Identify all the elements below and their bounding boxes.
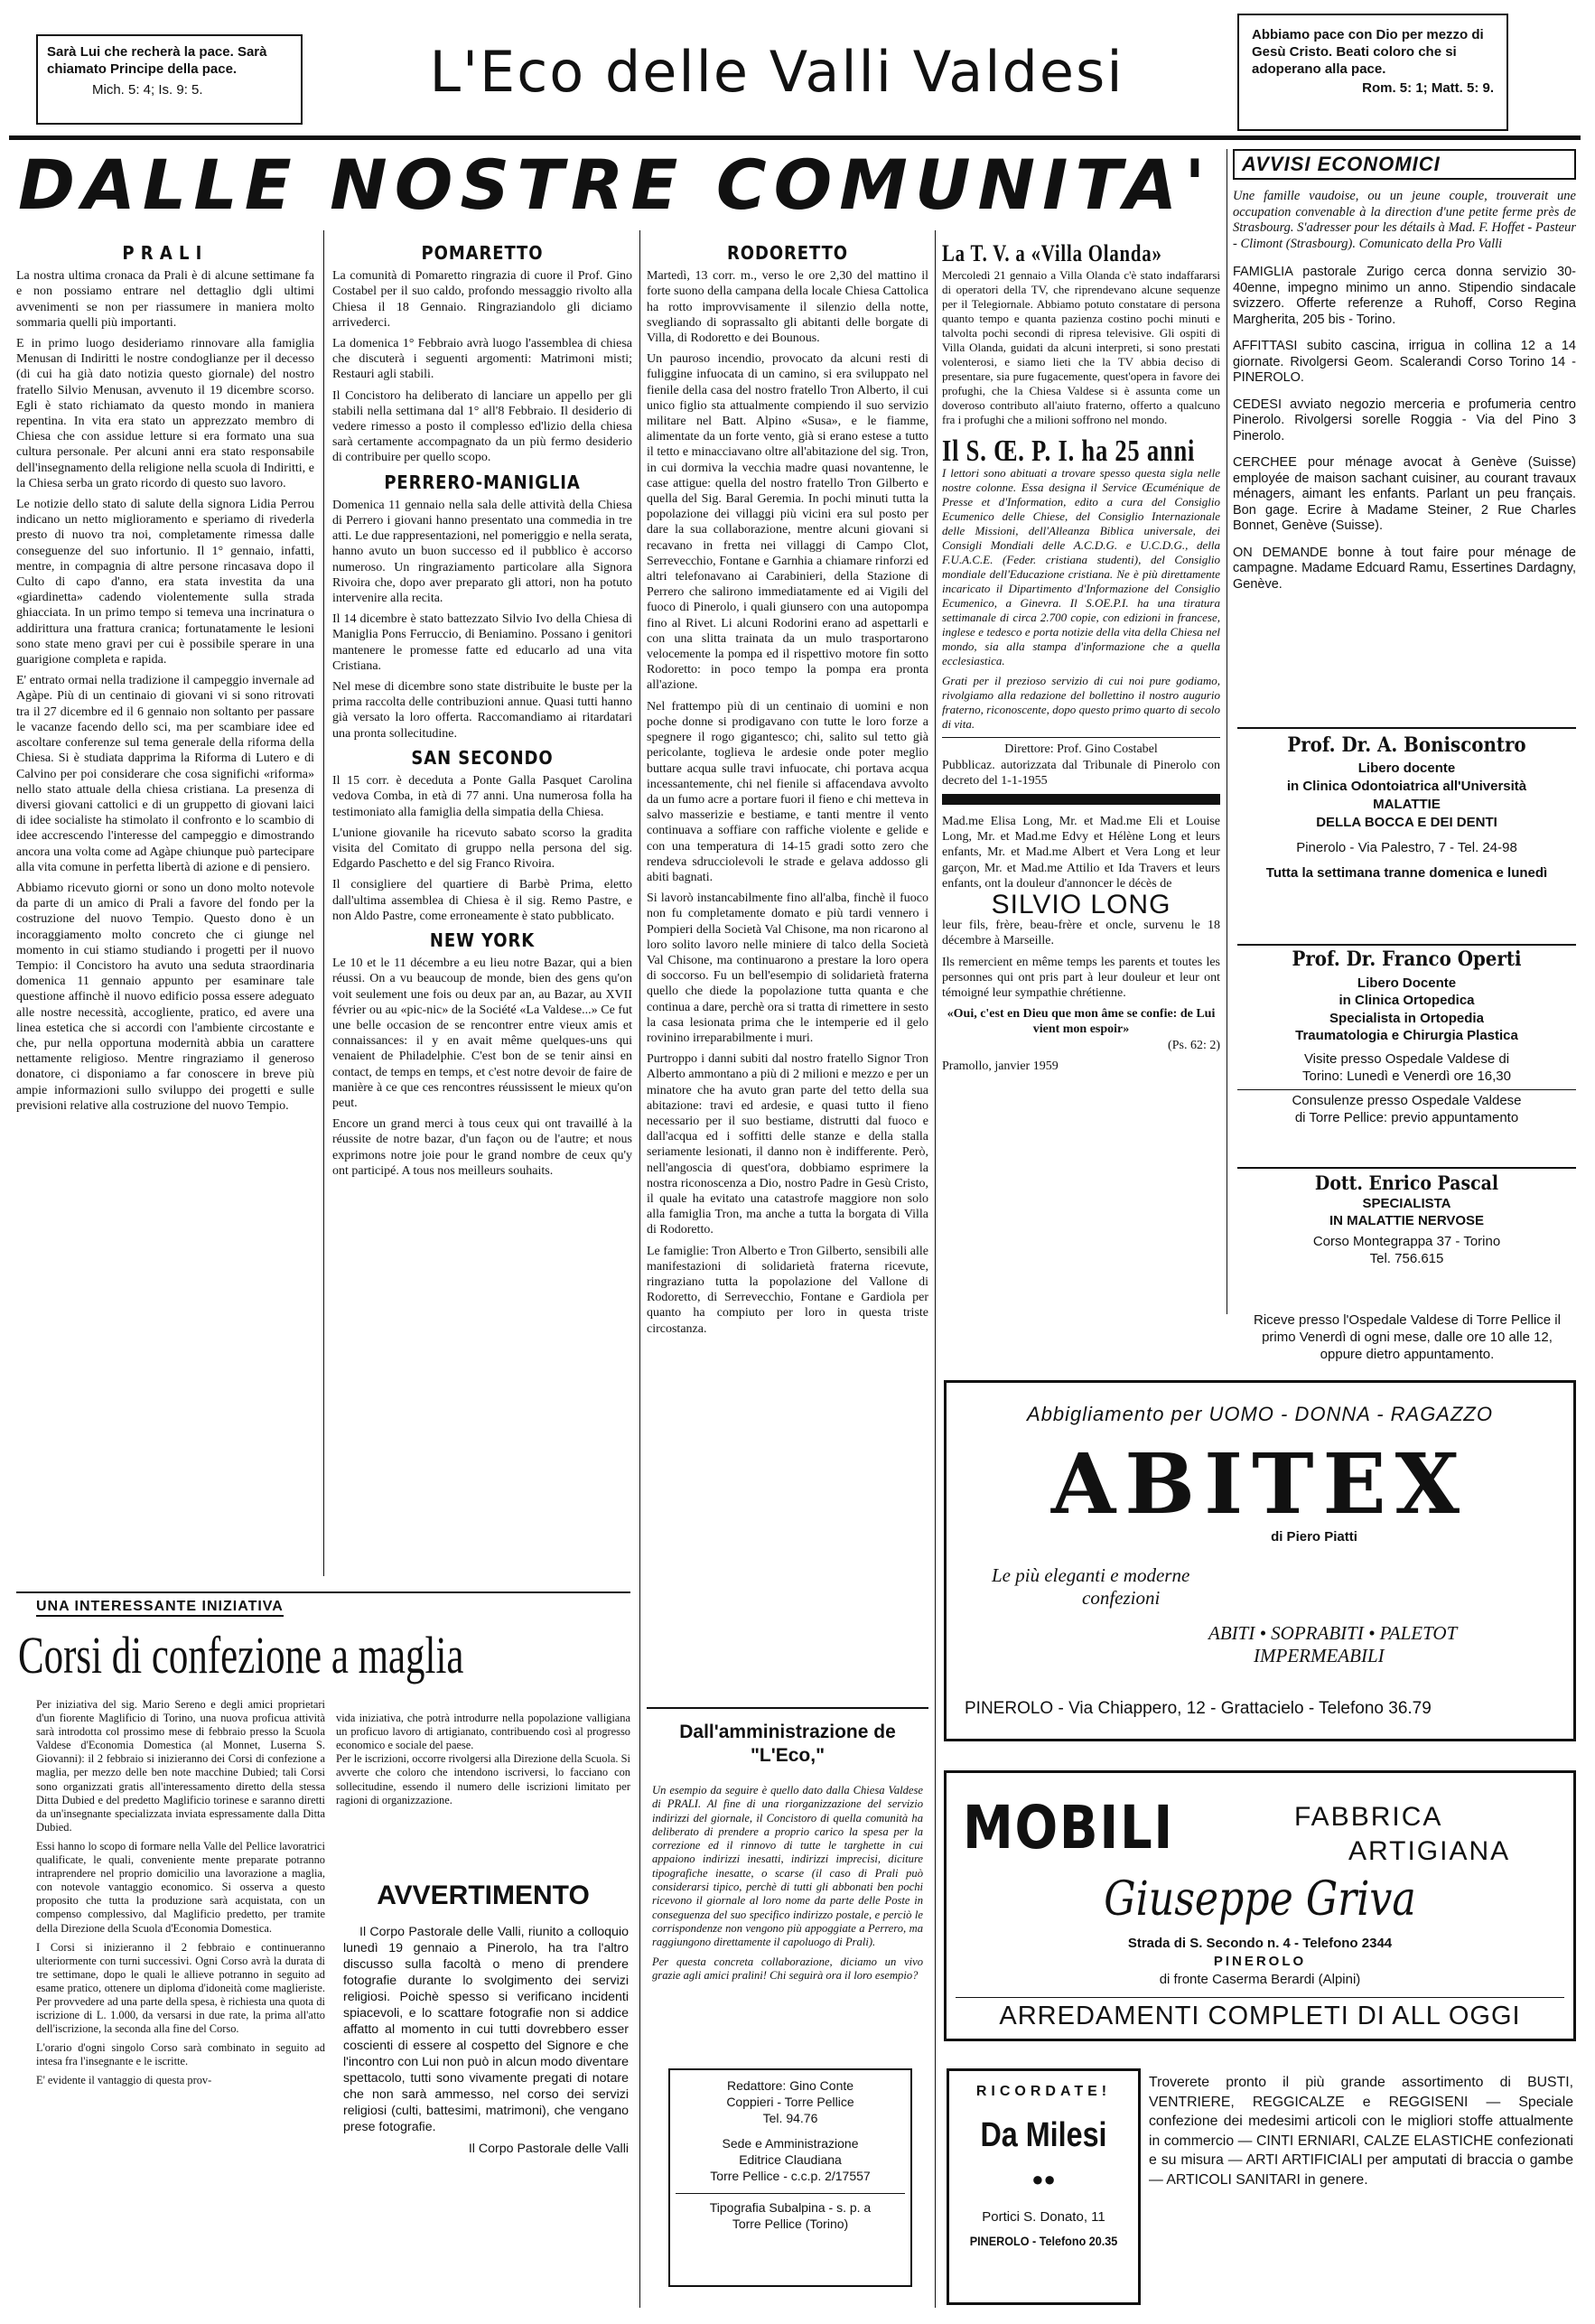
milesi-name: Da Milesi [980,2116,1107,2154]
ad-boniscontro [1237,727,1576,941]
redattore-line: Tipografia Subalpina - s. p. a [709,2200,872,2215]
paragraph: E' evidente il vantaggio di questa prov- [36,2074,212,2087]
column-rule [323,230,324,1576]
director-line: Direttore: Prof. Gino Costabel [1004,742,1158,757]
ad-line: Tel. 756.615 [1369,1251,1444,1266]
ad-milesi-text [1149,2073,1573,2303]
paragraph: vida iniziativa, che potrà introdurre nella popolazione valligiana un proficuo lavoro di artigianato, contribuendo così al progresso economico e sociale del paese. Per le iscrizioni, occorre rivolgersi alla Direzione della Scuola. Si avverte che coloro che intendono iscriversi, lo facciano con sollecitudine, essendo il numero delle iscrizioni limitato per ragioni di organizzazione. [336,1712,630,1806]
ad-line: IN MALATTIE NERVOSE [1329,1213,1485,1228]
article-prali [16,237,314,1573]
amministrazione-body [652,1784,923,2055]
section-title-san-secondo: SAN SECONDO [411,746,554,769]
newspaper-title: L'Eco delle Valli Valdesi [429,39,1124,105]
section-title-prali: PRALI [122,242,209,264]
ad-line: MALATTIE [1373,797,1441,812]
mobili-logo: MOBILI [963,1793,1174,1862]
ad-line: in Clinica Ortopedica [1338,993,1475,1008]
paragraph: Encore un grand merci à tous ceux qui ont travaillé à la réussite de notre bazar, d'un façon ou de l'autre; et nous exprimons notre joie pour le grand nombre de ceux qu'y ont participé. A tous nos meilleurs souhaits. [332,1117,632,1178]
section-title-perrero: PERRERO-MANIGLIA [384,471,581,493]
ad-line: di Torre Pellice: previo appuntamento [1294,1110,1519,1125]
paragraph: Un esempio da seguire è quello dato dalla Chiesa Valdese di PRALI. Al fine di una riorganizzazione del servizio indirizzi del giornale, il Concistoro di quella comunità ha deliberato di prendere a proprio carico la spesa per la correzione ed il rinnovo di tutte le targhette in cui appaiono indirizzi inesatti, indirizzi imprecisi, diciture tipografiche inesatte, o scarse (il caso di Prali può considerarsi tipico, perchè di tutti gli abbonati ben pochi ricevono il giornale al loro nome da parte delle Poste in conseguenza del suo specifico indirizzo postale, e perciò le corrispondenze non vengono più appoggiate a Perrero, ma raggiungono direttamente il capoluogo di Prali). [652,1784,923,1949]
avviso-item: AFFITTASI subito cascina, irrigua in collina 12 a 14 giornate. Rivolgersi Geom. Scalerandi Corso Torino 14 - PINEROLO. [1233,339,1576,385]
paragraph: Grati per il prezioso servizio di cui noi pure godiamo, rivolgiamo alla redazione del bollettino il nostro augurio fraterno, riconoscente, dopo questo primo quarto di secolo di vita. [942,674,1220,732]
paragraph: Purtroppo i danni subiti dal nostro fratello Signor Tron Alberto ammontano a più di 2 milioni e mezzo e per un minatore che ha avuto gran parte del tetto della sua abitazione: travi ed ardesie, e quasi tutto il fieno necessario per il suo bestiame, distrutti dal fuoco e dall'acqua ed i soffitti delle stanze e della stalla seriamente lesionati, il danno non è indifferente. Però, nell'angoscia di quest'ora, dobbiamo esprimere la nostra riconoscenza a Dio, nostro Padre in Gesù Cristo, il quale ha evitato una catastrofe maggiore non solo alla famiglia Tron, ma anche a tutta la borgata di Villa di Rodoretto. [647,1052,928,1237]
column-2 [332,237,632,1573]
paragraph: L'orario d'ogni singolo Corso sarà combinato in seguito ad intesa fra l'insegnante e le iscritte. [36,2041,325,2068]
amministrazione-title: Dall'amministrazione de "L'Eco," [679,1722,896,1766]
ad-line: Libero docente [1357,761,1456,776]
redattore-line: Coppieri - Torre Pellice [726,2095,854,2109]
ad-line: Consulenze presso Ospedale Valdese [1292,1092,1522,1108]
paragraph: Le 10 et le 11 décembre a eu lieu notre Bazar, qui a bien réussi. On a vu beaucoup de monde, bien des gens qu'on voit seulement une fois ou deux par an, au Bazar, au XVII février ou au «pic-nic» de la Société «La Valdese...» Ce fut une belle occasion de se rencontrer entre vieux amis et connaissances: il y en avait même quelques-uns qui venaient de Philadelphie. C'est bon de se tenir ainsi en contact, de temps en temps, et c'est notre devoir de faire de manière à ce que ces rencontres réussissent le mieux qu'on peut. [332,957,632,1110]
mobili-owner: Giuseppe Griva [1104,1872,1416,1927]
paragraph: Ils remercient en même temps les parents et toutes les personnes qui ont pris part à leur douleur et leur ont témoigné leur sympathie chrétienne. [942,955,1220,1001]
paragraph: Nel mese di dicembre sono state distribuite le buste per la prima raccolta delle contribuzioni annue. Quasi tutti hanno già versato la loro offerta. Raccomandiamo ai ritardatari una pronta sollecitudine. [332,680,632,741]
paragraph: Il consigliere del quartiere di Barbè Prima, eletto dall'ultima assemblea di Chiesa è il sig. Remo Pastre, e non Aldo Pastre, come erroneamente è stato pubblicato. [332,878,632,923]
paragraph: Un pauroso incendio, provocato da alcuni resti di fuliggine infuocata di un camino, si era sviluppato nel fienile della casa del nostro fratello Tron Alberto, il cui unico figlio sta attualmente compiendo il suo servizio militare nel Batt. Alpino «Susa», e le fiamme, alimentate da un forte vento, già si erano estese a tutto il tetto e minacciavano oltre all'abitazione del sig. Tron, in cui dormiva la vecchia madre quasi novantenne, le case attigue: quella del nostro fratello Tron Gilberto e quella del Sig. Baral Geremia. In pochi minuti tutta la popolazione dei villaggi più vicini era sul posto per dare la sua collaborazione, mentre alcuni giovani si recavano in fretta nei villaggi di Campo Clot, Serrevecchio, Fontane e Garnhia a chiamare rinforzi ed altri telefonavano ai Carabinieri, della Stazione di Perrero che salirono immediatamente ed ai Vigili del fuoco di Pinerolo, i quali giunsero con una autopompa fino al Rivet. Li alcuni Rodorini erano ad aspettarli e con una slitta trainata da un mulo trasportarono velocemente la pompa ed il rispettivo motore fin sotto Rodoretto: in poco tempo la pompa era pronta all'azione. [647,352,928,693]
avviso-item: CERCHEE pour ménage avocat à Genève (Suisse) employée de maison sachant cuisiner, au courant travaux ménagers, aimant les enfants. Parlant un peu français. Bon gage. Ecrire à Madame Steiner, 2 Rue Charles Bonnet, Genève (Suisse). [1233,455,1576,533]
redattore-line: Redattore: Gino Conte [726,2078,854,2093]
mobili-line: di fronte Caserma Berardi (Alpini) [1159,1972,1361,1987]
paragraph: Nel frattempo più di un centinaio di uomini e non poche donne si prodigavano con tutte le loro forze a spegnere il rogo gigantesco; chi, salito sul tetto già pericolante, toglieva le ardesie onde poter meglio buttare acqua sulle travi infuocate, chi portava acqua incessantemente, chi nel fienile si affacendava avvolto da un fumo acre a portare fuori il fieno e chi metteva in salvo masserizie e bestiame, e tanti mentre il vento continuava a soffiare con raffiche violente e gelide e con una temperatura di 14-15 gradi sotto zero che rendeva sdrucciolevoli le strade e gelava addosso gli abiti bagnati. [647,699,928,884]
masthead-left-quote [36,34,303,125]
abitex-by: di Piero Piatti [1271,1529,1357,1545]
black-rule [942,794,1220,805]
mobili-line: PINEROLO [1213,1954,1307,1969]
section-title-soepi: Il S. Œ. P. I. ha 25 anni [942,434,1196,469]
section-rule [16,1591,630,1593]
mobili-line: ARTIGIANA [1348,1836,1511,1866]
paragraph: Per questa concreta collaborazione, diciamo un vivo grazie agli amici pralini! Chi seguirà ora il loro esempio? [652,1955,923,1982]
paragraph: Per iniziativa del sig. Mario Sereno e degli amici proprietari d'un fiorente Maglificio di Torino, una nuova proficua attività sarà introdotta col prossimo mese di febbraio presso la Scuola Valdese d'Economia Domestica (al Monnet, Luserna S. Giovanni): il 2 febbraio si inizieranno dei Corsi di confezione a maglia, per mezzo delle ben note macchine Dubied; tali Corsi sono organizzati gratis all'interessamento diretto della stessa Ditta Dubied e del predetto Maglificio torinese e saranno diretti da un'insegnante specializzata inviata espressamente dalla Ditta Dubied. [36,1698,325,1834]
left-quote-text: Sarà Lui che recherà la pace. Sarà chiamato Principe della pace. [47,44,267,77]
right-quote-text: Abbiamo pace con Dio per mezzo di Gesù Cristo. Beati coloro che si adoperano alla pace. [1252,27,1484,77]
ad-operti [1237,944,1576,1167]
mobili-tagline: ARREDAMENTI COMPLETI DI ALL OGGI [956,1997,1564,2031]
section-rule [647,1707,928,1709]
paragraph: I Corsi si inizieranno il 2 febbraio e continueranno ulteriormente con turni successivi. Ogni Corso avrà la durata di tre settimane, dopo le quali le allieve potranno in seguito ad esame pratico, ottenere un diploma d'idoneità come maglieriste. Per provvedere ad una parte della spesa, è richiesta una quota di iscrizione di L. 1.000, da versarsi in due rate, la prima all'atto dell'iscrizione, la seconda alla fine del Corso. [36,1940,325,2036]
paragraph: Troverete pronto il più grande assortimento di BUSTI, VENTRIERE, REGGICALZE e REGGISENI — Speciale confezione dei medesimi articoli con le migliori stoffe attualmente in commercio — CINTI ERNIARI, CALZE ELASTICHE confezionati e su misura — ARTI ARTIFICIALI per amputati di braccia o gambe — ARTICOLI SANITARI in genere. [1149,2075,1573,2188]
left-quote-ref: Mich. 5: 4; Is. 9: 5. [92,82,203,98]
paragraph: Il 15 corr. è deceduta a Ponte Galla Pasquet Carolina vedova Comba, in età di 77 anni. Una numerosa folla ha testimoniato alla famiglia della simpatia della Chiesa. [332,774,632,819]
corsi-col-1 [36,1698,325,2312]
abitex-address: PINEROLO - Via Chiappero, 12 - Grattacielo - Telefono 36.79 [965,1699,1432,1718]
masthead-rule [9,135,1581,140]
abitex-line: confezioni [1082,1587,1161,1609]
avviso-item: FAMIGLIA pastorale Zurigo cerca donna servizio 30-40enne, impegno minimo un anno. Stipendio sindacale svizzero. Offerte referenze a Ruhoff, Corso Regina Margherita, 205 bis - Torino. [1233,265,1576,327]
ad-title: Dott. Enrico Pascal [1314,1171,1499,1194]
redattore-line: Tel. 94.76 [762,2111,818,2125]
avviso-item: CEDESI avviato negozio merceria e profumeria centro Pinerolo. Rivolgersi sorelle Roggia - Via del Pino 3 Pinerolo. [1233,397,1576,443]
avvertimento-body [343,1924,629,2303]
obituary-quote: «Oui, c'est en Dieu que mon âme se confie: de Lui vient mon espoir» [947,1007,1216,1037]
ad-line: Torino: Lunedì e Venerdì ore 16,30 [1301,1069,1511,1084]
avvertimento-title: AVVERTIMENTO [377,1881,590,1910]
paragraph: Si lavorò instancabilmente fino all'alba, finchè il fuoco non fu completamente domato e più tardi vennero i Pompieri della Società Val Chisone, ma non ricarono al loro solito lavoro nelle miniere di talco della Società Val Chisone, ma continuarono a prestare la loro opera di soccorso. Fu un bell'esempio di solidarietà fraterna quello che diede la popolazione tutta quanta e che continua a dare, perchè ora si tratta di rimettere in sesto la casa lesionata prima che le intemperie ed il gelo rovinino irreparabilmente i muri. [647,891,928,1045]
abitex-line: ABITI • SOPRABITI • PALETOT [1208,1622,1458,1644]
section-title-tv: La T. V. a «Villa Olanda» [942,240,1162,266]
ad-abitex [944,1380,1576,1741]
milesi-line: Portici S. Donato, 11 [982,2209,1105,2225]
ad-line: Libero Docente [1357,975,1457,991]
paragraph: Domenica 11 gennaio nella sala delle attività della Chiesa di Perrero i giovani hanno presentato una commedia in tre atti. Le due rappresentazioni, nel pomeriggio e nella serata, hanno avuto un buon successo ed il pubblico è accorso numeroso. Un ringraziamento particolare alla Signora Rivoira che, dopo aver preparato gli attori, non ha potuto intervenire alla recita. [332,498,632,606]
ad-line: Pinerolo - Via Palestro, 7 - Tel. 24-98 [1296,840,1517,855]
ad-line: Specialista in Ortopedia [1329,1010,1484,1026]
column-rule [639,230,640,2308]
mobili-line: FABBRICA [1294,1802,1443,1832]
mobili-line: Strada di S. Secondo n. 4 - Telefono 2344 [1127,1936,1393,1951]
redattore-line: Torre Pellice (Torino) [732,2217,849,2231]
section-title-rodoretto: RODORETTO [727,242,848,264]
ad-line: Tutta la settimana tranne domenica e lunedì [1265,865,1548,881]
avviso-item: Une famille vaudoise, ou un jeune couple, trouverait une occupation convenable à la direction d'une petite ferme près de Strasbourg. S'adresser pour les détails à Mad. F. Hoffet - Pasteur - Climont (Strasbourg). Comunicato della Pro Valli [1233,189,1576,251]
ad-pascal [1237,1167,1576,1313]
ad-line: Corso Montegrappa 37 - Torino [1312,1234,1501,1249]
right-quote-ref: Rom. 5: 1; Matt. 5: 9. [1362,80,1494,96]
paragraph: Abbiamo ricevuto giorni or sono un dono molto notevole da parte di un amico di Prali a favore del fondo per la costruzione del nuovo Tempio. Questo dono è un incoraggiamento molto concreto che ci giunge nel momento in cui stiamo studiando i progetti per il nuovo Tempio: il Concistoro ha avuto una seduta straordinaria domenica 11 gennaio appunto per esaminare tale questione affinchè il nuovo edificio possa essere adeguato alle nostre necessità, accogliente, pratico, ed avere una linea estetica che si accordi con l'ambiente circostante e che, pur nella opportuna modernità abbia un carattere nettamente religioso. Mentre ringraziamo il generoso donatore, ci disponiamo a far conoscere in breve più ampie informazioni sullo sviluppo dei progetti e sulle previsioni relative alla costruzione del nuovo Tempio. [16,881,314,1113]
ad-line: Visite presso Ospedale Valdese di [1303,1050,1510,1067]
paragraph: Il Corpo Pastorale delle Valli, riunito a colloquio lunedì 19 gennaio a Pinerolo, ha tra l'altro discusso sulla facoltà o meno di prendere fotografie durante lo svolgimento dei servizi religiosi. Poichè spesso si verificano incidenti spiacevoli, e lo scattare fotografie non si addice affatto al momento in cui tutti dovrebbero esser coscienti di essere al cospetto del Signore e che l'incontro con Lui non può in alcun modo diventare spettacolo, tutti sono vivamente pregati di notare che non sarà ammesso, nel corso dei servizi religiosi (culti, battesimi, matrimoni), che vengano prese fotografie. [343,1925,629,2134]
redattore-line: Sede e Amministrazione [722,2136,859,2151]
obituary-quote-ref: (Ps. 62: 2) [1168,1038,1220,1052]
abitex-top: Abbigliamento per UOMO - DONNA - RAGAZZO [1027,1403,1493,1425]
ad-line: in Clinica Odontoiatrica all'Università [1286,779,1527,794]
paragraph: L'unione giovanile ha ricevuto sabato scorso la gradita visita del Comitato di gruppo nella persona del sig. Edgardo Paschetto e del sig Franco Rivoira. [332,826,632,872]
ad-mobili [944,1770,1576,2041]
paragraph: Le famiglie: Tron Alberto e Tron Gilberto, sensibili alle manifestazioni di solidarietà fraterna ricevute, ringraziano tutta la popolazione del Vallone di Rodoretto, di Serrevecchio, Fontane e Gardiola per quanto ha compiuto per loro in questa triste circostanza. [647,1244,928,1336]
milesi-line: PINEROLO - Telefono 20.35 [969,2234,1118,2248]
avvisi-economici [1233,149,1576,727]
abitex-line: IMPERMEABILI [1254,1645,1385,1666]
paragraph: La domenica 1° Febbraio avrà luogo l'assemblea di chiesa che discuterà i seguenti argomenti: Matrimoni misti; Restauri agli stabili. [332,337,632,382]
paragraph: E in primo luogo desideriamo rinnovare alla famiglia Menusan di Indiritti le nostre condoglianze per il decesso (di cui ha già dato notizia questo giornale) del nostro fratello Silvio Menusan, avvenuto il 19 dicembre scorso. Egli è stato richiamato da questo mondo in maniera repentina. In vita era stato un apprezzato membro di Chiesa che con assidue letture si era formato una sua cultura personale. Per alcuni anni era stato responsabile dell'insegnamento della religione nella scuola di Indiritti, e la Chiesa serba un grato ricordo di questo suo lavoro. [16,337,314,490]
masthead-right-quote [1237,14,1508,131]
paragraph: Il 14 dicembre è stato battezzato Silvio Ivo della Chiesa di Maniglia Pons Ferruccio, di Beniamino. Possano i genitori mantenere le promesse fatte ed educarlo ad una vita Cristiana. [332,612,632,673]
column-4 [942,237,1220,1302]
publication-line: Pubblicaz. autorizzata dal Tribunale di Pinerolo con decreto del 1-1-1955 [942,758,1220,788]
paragraph: Mercoledì 21 gennaio a Villa Olanda c'è stato indaffararsi di operatori della TV, che riprendevano alcune sequenze per il Telegiornale. Abbiamo potuto constatare di persona quanto tempo e quanta pazienza costino pochi minuti e talvolta pochi secondi di ripresa televisive. Gli ospiti di Villa Olanda, guidati da alcuni interpreti, si sono prestati volenterosi, e siamo lieti che la TV abbia deciso di presentare, sia pure fugacemente, quest'opera in favore dei profughi, che la Chiesa Valdese si è assunta come un doveroso contributo all'aiuto fraterno, offerto a qualcuno fra i profughi che a milioni soffrono nel mondo. [942,268,1220,427]
abitex-line: Le più eleganti e moderne [992,1564,1190,1586]
ad-line: DELLA BOCCA E DEI DENTI [1316,815,1497,830]
paragraph: E' entrato ormai nella tradizione il campeggio invernale ad Agàpe. Più di un centinaio di giovani vi si sono ritrovati tra il 27 dicembre ed il 6 gennaio non soltanto per passare le vacanze facendo dello sci, ma per scambiare idee ed ascoltare conferenze sul tema generale della riforma della Chiesa. Si è studiata dapprima la Riforma di Lutero e di Calvino per poi considerare che cosa significhi «riforma» nello stato attuale della chiesa cristiana. La presenza di diversi giovani cattolici e di un gruppetto di giovani laici di idee socialiste ha stimolato il confronto e lo scambio di idee accrescendo l'interesse del campeggio e dimostrando ancora una volta come ad Agàpe chiunque può partecipare alla vita comune in perfetta libertà di azione e di pensiero. [16,674,314,874]
paragraph: La nostra ultima cronaca da Prali è di alcune settimane fa e non possiamo entrare nel dettaglio dgli ultimi avvenimenti se non per riassumere in maniera molto sommaria quelli più importanti. [16,269,314,330]
section-banner: DALLE NOSTRE COMUNITA' [18,145,1213,225]
section-title-pomaretto: POMARETTO [421,242,544,264]
redattore-line: Editrice Claudiana [739,2152,842,2167]
paragraph: Le notizie dello stato di salute della signora Lidia Perrou indicano un netto miglioramento e speriamo di rivederla presto di nuovo tra noi, completamente rimessa dalle conseguenze del suo infortunio. Il 1° gennaio, infatti, mentre, in compagnia di altre persone rincasava dopo il Culto di capo d'anno, era stata investita da una «giardinetta» cadendo violentemente sulla strada ghiacciata. In un primo tempo si temeva una incrinatura o addirittura una frattura cranica; fortunatamente le lesioni sono state meno gravi per cui è possibile sperare in una guarigione completa e rapida. [16,498,314,667]
section-title-new-york: NEW YORK [429,929,536,951]
redattore-line: Torre Pellice - c.c.p. 2/17557 [710,2169,871,2183]
article-rodoretto [647,237,928,1591]
signature: Il Corpo Pastorale delle Valli [468,2142,629,2156]
paragraph: I lettori sono abituati a trovare spesso questa sigla nelle nostre colonne. Essa designa il Service Œcuménique de Presse et d'Information, edito a cura del Consiglio Ecumenico delle Chiese, del Consiglio Internazionale delle Missioni, dell'Alleanza Biblica universale, dei Consigli Mondiali delle A.C.D.G. e U.C.D.G., della F.U.A.C.E. (Feder. cristiana studenti), del Consiglio mondiale dell'Educazione cristiana. Ne è più direttamente incaricato il Dipartimento d'Informazione del Consiglio Ecumenico, a Ginevra. Il S.OE.P.I. ha una tiratura settimanale di circa 2.700 copie, con edizioni in francese, inglese e tedesco e porta notizie della vita della Chiesa nel mondo, sia alla stampa d'informazione che a quella ecclesiastica. [942,466,1220,668]
paragraph: Essi hanno lo scopo di formare nella Valle del Pellice lavoratrici qualificate, le quali, conveniente mente preparate potranno intraprendere nel proprio domicilio una lavorazione a maglia, con notevole vantaggio economico. Si osserva a questo proposito che tutta la produzione sarà acquistata, con un compenso complessivo, dal Maglificio predetto, per tramite della Direzione della Scuola d'Economia Domestica. [36,1839,325,1935]
paragraph: La comunità di Pomaretto ringrazia di cuore il Prof. Gino Costabel per il suo caldo, profondo messaggio rivolto alla Chiesa il 18 Gennaio. Ringraziandolo gli diciamo arrivederci. [332,269,632,330]
corsi-kicker: UNA INTERESSANTE INIZIATIVA [36,1599,284,1617]
ad-line: Traumatologia e Chirurgia Plastica [1295,1028,1518,1043]
column-rule [935,230,936,2308]
ad-line: SPECIALISTA [1362,1196,1451,1211]
corsi-col-2 [336,1698,630,1806]
ad-title: Prof. Dr. A. Boniscontro [1287,733,1526,757]
redattore-box [668,2068,912,2287]
paragraph: Il Concistoro ha deliberato di lanciare un appello per gli stabili nella settimana dal 1° all'8 Febbraio. Il desiderio di vedere rimesso a posto il complesso ed'lizio della chiesa sarà certamente accompagnato da un più fermo desiderio di contribuire per quello scopo. [332,388,632,465]
obituary-name: SILVIO LONG [991,890,1171,920]
ad-title: Prof. Dr. Franco Operti [1292,947,1522,971]
paragraph: Mad.me Elisa Long, Mr. et Mad.me Eli et Louise Long, Mr. et Mad.me Edvy et Hélène Long et leurs enfants, Mr. et Mad.me Albert et Vera Long et leur garçon, Mr. et Mad.me Attilio et Ida Travers et leurs enfants, ont la douleur d'annoncer le décès de [942,815,1220,891]
ad-pascal-note: Riceve presso l'Ospedale Valdese di Torre Pellice il primo Venerdì di ogni mese, dalle ore 10 alle 12, oppure dietro appuntamento. [1254,1312,1561,1362]
corsi-title: Corsi di confezione a maglia [18,1626,464,1685]
obituary-place-date: Pramollo, janvier 1959 [942,1059,1059,1073]
avviso-item: ON DEMANDE bonne à tout faire pour ménage de campagne. Madame Edcuard Ramu, Essertines Dardagny, Genève. [1233,545,1576,592]
abitex-logo: ABITEX [1050,1435,1469,1533]
milesi-top: RICORDATE! [975,2084,1112,2099]
paragraph: Martedì, 13 corr. m., verso le ore 2,30 del mattino il forte suono della campana della locale Chiesa Cattolica ha rotto improvvisamente il silenzio della notte, svegliando di soprassalto gli abitanti delle borgate di Villa, di Rodoretto e dei Bounous. [647,269,928,346]
avvisi-title: AVVISI ECONOMICI [1233,149,1576,180]
ad-milesi-left [947,2068,1141,2305]
milesi-dots-icon: ●● [1031,2168,1056,2190]
paragraph: leur fils, frère, beau-frère et oncle, survenu le 18 décembre à Marseille. [942,919,1220,948]
